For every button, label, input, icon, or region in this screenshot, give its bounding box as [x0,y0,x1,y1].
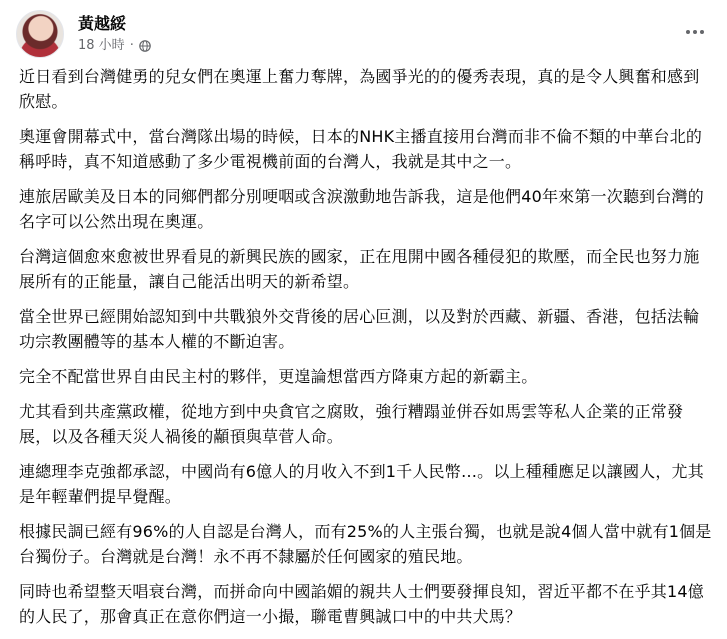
globe-icon[interactable] [139,40,151,52]
post-meta [78,14,151,54]
post-paragraph: 連旅居歐美及日本的同鄉們都分別哽咽或含淚激動地告訴我，這是他們40年來第一次聽到台灣的名字可以公然出現在奧運。 [19,187,704,231]
post-subline [78,38,151,54]
post-paragraph: 台灣這個愈來愈被世界看見的新興民族的國家，正在甩開中國各種侵犯的欺壓，而全民也努力施展所有的正能量，讓自己能活出明天的新希望。 [19,247,700,291]
post-paragraph: 尤其看到共產黨政權，從地方到中央貪官之腐敗，強行糟蹋並併吞如馬雲等私人企業的正常發展，以及各種天災人禍後的顢頇與草菅人命。 [19,402,684,446]
post-paragraph: 奧運會開幕式中，當台灣隊出場的時候，日本的NHK主播直接用台灣而非不倫不類的中華台北的稱呼時，真不知道感動了多少電視機前面的台灣人，我就是其中之一。 [19,127,703,171]
timestamp[interactable]: 18 小時 [78,38,125,53]
more-horizontal-icon[interactable] [677,20,713,44]
post-paragraph: 當全世界已經開始認知到中共戰狼外交背後的居心叵測，以及對於西藏、新疆、香港，包括法輪功宗教團體等的基本人權的不斷迫害。 [19,307,700,351]
post-paragraph: 根據民調已經有96%的人自認是台灣人，而有25%的人主張台獨，也就是說4個人當中就有1個是台獨份子。台灣就是台灣！永不再不隸屬於任何國家的殖民地。 [19,522,712,566]
post-paragraph: 同時也希望整天唱衰台灣，而拼命向中國諂媚的親共人士們要發揮良知，習近平都不在乎其14億的人民了，那會真正在意你們這一小撮，聯電曹興誠口中的中共犬馬？ [19,582,704,626]
author-name[interactable]: 黃越綏 [78,14,127,33]
post-paragraph: 近日看到台灣健勇的兒女們在奧運上奮力奪牌，為國爭光的的優秀表現，真的是令人興奮和感到欣慰。 [19,67,700,111]
menu-dot [700,30,704,34]
post-paragraph: 連總理李克強都承認，中國尚有6億人的月收入不到1千人民幣…。以上種種應足以讓國人，尤其是年輕輩們提早覺醒。 [19,462,704,506]
post-body [19,64,713,639]
menu-dot [693,30,697,34]
avatar[interactable] [16,10,64,58]
post-paragraph: 完全不配當世界自由民主村的夥伴，更遑論想當西方降東方起的新霸主。 [19,367,538,386]
separator-dot: · [129,38,134,53]
post-header [16,10,151,58]
menu-dot [686,30,690,34]
